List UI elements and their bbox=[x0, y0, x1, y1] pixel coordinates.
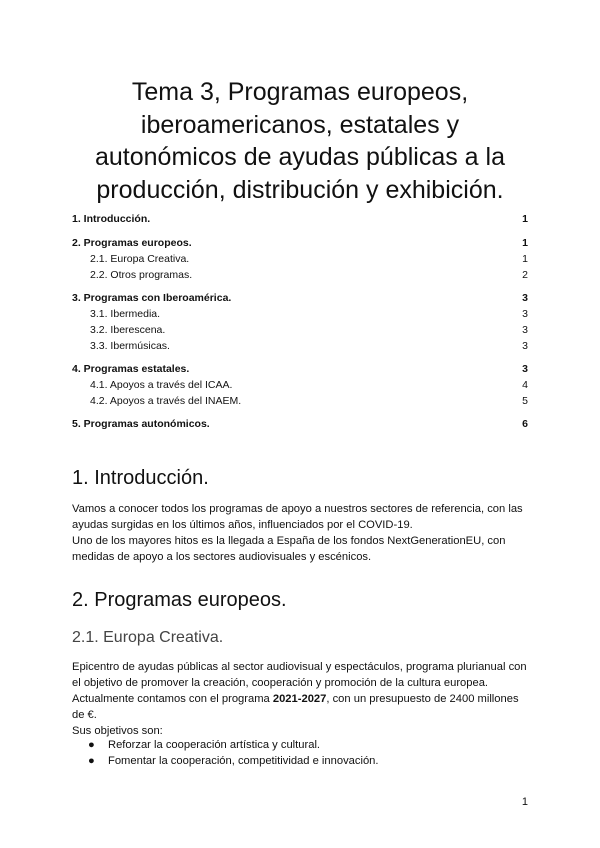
list-item-text: Fomentar la cooperación, competitividad e innovación. bbox=[108, 755, 379, 767]
toc-entry-label: 2. Programas europeos. bbox=[72, 237, 192, 249]
document-title: Tema 3, Programas europeos, iberoamericanos, estatales y autonómicos de ayudas públicas a la producción, distribución y exhibición. bbox=[95, 78, 505, 204]
toc-entry-page: 4 bbox=[522, 379, 528, 391]
toc-entry[interactable] bbox=[72, 378, 528, 392]
toc-entry-page: 3 bbox=[522, 292, 528, 304]
toc-entry-label: 3.3. Ibermúsicas. bbox=[90, 340, 170, 352]
intro-paragraph bbox=[72, 501, 528, 565]
toc-entry[interactable] bbox=[72, 394, 528, 408]
list-item-text: Reforzar la cooperación artística y cultural. bbox=[108, 739, 321, 751]
toc-entry-label: 4.1. Apoyos a través del ICAA. bbox=[90, 379, 233, 391]
toc-entry-page: 1 bbox=[522, 237, 528, 249]
toc-entry[interactable] bbox=[72, 307, 528, 321]
ec-text-part-a: Epicentro de ayudas públicas al sector audiovisual y espectáculos, programa plurianual con el objetivo de promover la creación, cooperación y promoción de la cultura europea. Actualmente contamos con el programa bbox=[72, 661, 527, 705]
toc-entry-label: 3. Programas con Iberoamérica. bbox=[72, 292, 232, 304]
list-item bbox=[72, 737, 528, 753]
toc-entry[interactable] bbox=[72, 362, 528, 376]
ec-program-years: 2021-2027 bbox=[272, 693, 327, 705]
toc-entry[interactable] bbox=[72, 268, 528, 282]
bullet-icon: ● bbox=[88, 755, 95, 767]
toc-entry-label: 1. Introducción. bbox=[72, 213, 151, 225]
toc-entry-page: 2 bbox=[522, 269, 528, 281]
intro-text-2: Uno de los mayores hitos es la llegada a España de los fondos NextGenerationEU, con medidas de apoyo a los sectores audiovisuales y escénicos. bbox=[72, 535, 506, 563]
toc-entry-label: 3.1. Ibermedia. bbox=[90, 308, 161, 320]
toc-entry-page: 3 bbox=[522, 308, 528, 320]
toc-entry[interactable] bbox=[72, 339, 528, 353]
toc-entry[interactable] bbox=[72, 291, 528, 305]
toc-entry-page: 3 bbox=[522, 340, 528, 352]
toc-entry[interactable] bbox=[72, 236, 528, 250]
toc-entry-label: 2.1. Europa Creativa. bbox=[90, 253, 190, 265]
toc-entry-page: 5 bbox=[522, 395, 528, 407]
subsection-heading-europa-creativa: 2.1. Europa Creativa. bbox=[72, 629, 224, 646]
toc-entry[interactable] bbox=[72, 417, 528, 431]
toc-entry-page: 3 bbox=[522, 363, 528, 375]
toc-entry-page: 1 bbox=[522, 253, 528, 265]
toc-entry-label: 4. Programas estatales. bbox=[72, 363, 190, 375]
toc-entry-page: 3 bbox=[522, 324, 528, 336]
section-heading-introduccion: 1. Introducción. bbox=[72, 467, 209, 489]
toc-entry[interactable] bbox=[72, 252, 528, 266]
toc-entry-label: 2.2. Otros programas. bbox=[90, 269, 193, 281]
toc-entry-label: 5. Programas autonómicos. bbox=[72, 418, 210, 430]
toc-entry-label: 4.2. Apoyos a través del INAEM. bbox=[90, 395, 242, 407]
europa-creativa-paragraph bbox=[72, 659, 528, 739]
page-number: 1 bbox=[521, 796, 528, 808]
toc-entry[interactable] bbox=[72, 212, 528, 226]
toc-entry-page: 1 bbox=[522, 213, 528, 225]
objectives-intro: Sus objetivos son: bbox=[72, 725, 163, 737]
toc-entry-page: 6 bbox=[522, 418, 528, 430]
ec-text-part-b: , con un presupuesto de 2400 millones de €. bbox=[72, 693, 519, 721]
list-item bbox=[72, 753, 528, 769]
europa-creativa-text bbox=[72, 659, 528, 723]
section-heading-programas-europeos: 2. Programas europeos. bbox=[72, 589, 287, 611]
toc-entry[interactable] bbox=[72, 323, 528, 337]
objectives-list bbox=[72, 737, 528, 769]
toc-entry-label: 3.2. Iberescena. bbox=[90, 324, 166, 336]
intro-text-1: Vamos a conocer todos los programas de apoyo a nuestros sectores de referencia, con las ayudas surgidas en los últimos años, influenciados por el COVID-19. bbox=[72, 503, 523, 531]
bullet-icon: ● bbox=[88, 739, 95, 751]
